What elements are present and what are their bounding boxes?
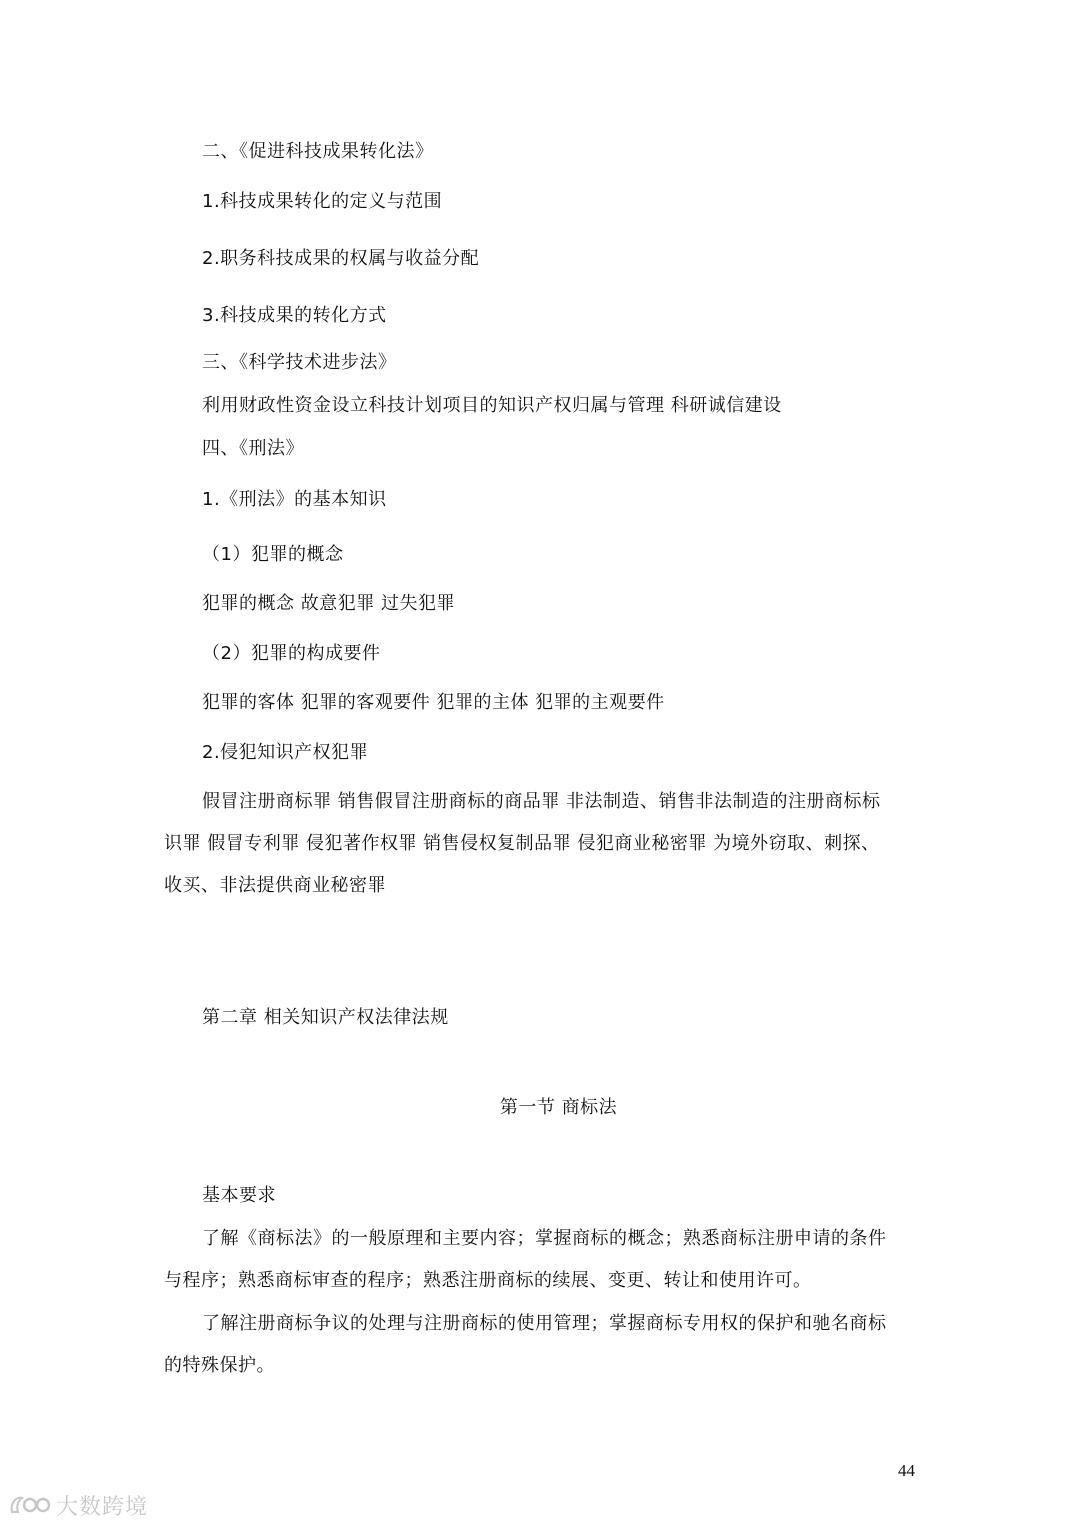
watermark xyxy=(8,1490,148,1520)
subsection-heading: 1.《刑法》的基本知识 xyxy=(202,489,387,510)
brand-logo-icon xyxy=(8,1492,52,1518)
section-heading: 二、《促进科技成果转化法》 xyxy=(202,141,434,162)
body-text: 利用财政性资金设立科技计划项目的知识产权归属与管理 科研诚信建设 xyxy=(202,395,782,416)
body-text: 收买、非法提供商业秘密罪 xyxy=(164,875,386,896)
subsection-heading: 1.科技成果转化的定义与范围 xyxy=(202,191,443,212)
body-text: 了解注册商标争议的处理与注册商标的使用管理；掌握商标专用权的保护和驰名商标 xyxy=(202,1313,887,1334)
body-text: 识罪 假冒专利罪 侵犯著作权罪 销售侵权复制品罪 侵犯商业秘密罪 为境外窃取、刺探、 xyxy=(164,833,880,854)
page-number: 44 xyxy=(898,1461,915,1480)
subsection-heading: （2）犯罪的构成要件 xyxy=(202,643,381,664)
body-text: 了解《商标法》的一般原理和主要内容；掌握商标的概念；熟悉商标注册申请的条件 xyxy=(202,1228,887,1249)
section-title: 第一节 商标法 xyxy=(499,1097,618,1118)
section-heading: 四、《刑法》 xyxy=(202,438,304,459)
subsection-heading: 2.职务科技成果的权属与收益分配 xyxy=(202,248,480,269)
body-text: 犯罪的客体 犯罪的客观要件 犯罪的主体 犯罪的主观要件 xyxy=(202,692,665,713)
section-heading: 三、《科学技术进步法》 xyxy=(202,352,397,373)
body-text: 假冒注册商标罪 销售假冒注册商标的商品罪 非法制造、销售非法制造的注册商标标 xyxy=(202,791,881,812)
chapter-heading: 第二章 相关知识产权法律法规 xyxy=(202,1007,449,1028)
subsection-heading: 2.侵犯知识产权犯罪 xyxy=(202,742,369,763)
subsection-heading: 3.科技成果的转化方式 xyxy=(202,305,387,326)
body-text: 犯罪的概念 故意犯罪 过失犯罪 xyxy=(202,593,455,614)
subsection-heading: （1）犯罪的概念 xyxy=(202,544,344,565)
body-text: 的特殊保护。 xyxy=(164,1355,275,1376)
watermark-text: 大数跨境 xyxy=(56,1494,149,1520)
body-text: 与程序；熟悉商标审查的程序；熟悉注册商标的续展、变更、转让和使用许可。 xyxy=(164,1270,812,1291)
body-heading: 基本要求 xyxy=(202,1185,276,1206)
